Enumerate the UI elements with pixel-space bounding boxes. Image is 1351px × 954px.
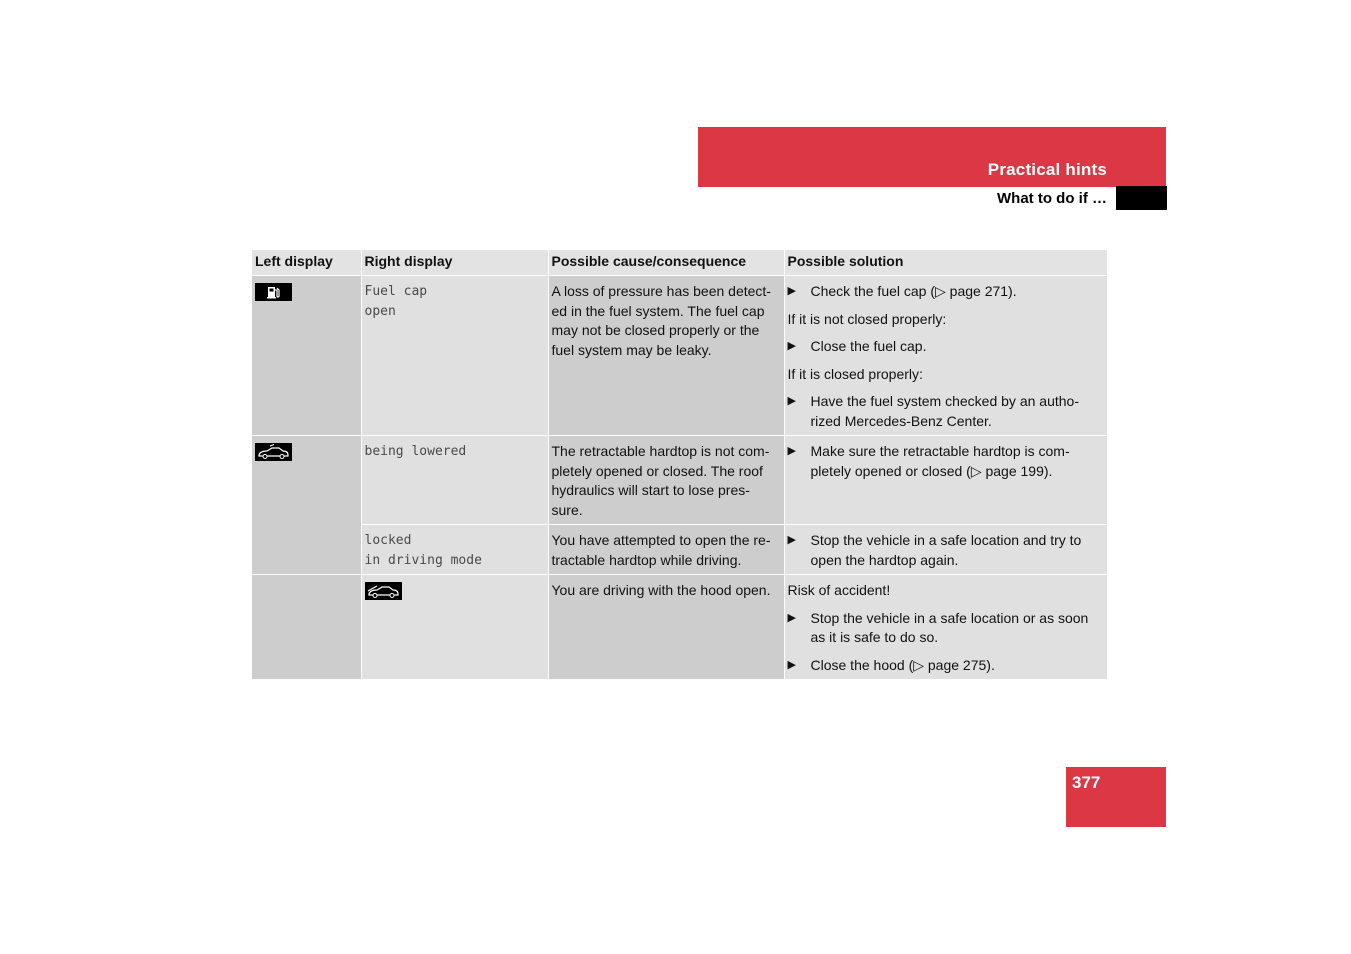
page-number-box xyxy=(1066,767,1166,827)
subsection-title: What to do if … xyxy=(997,190,1107,207)
bullet-arrow-icon: ▶ xyxy=(787,445,796,457)
bullet-arrow-icon: ▶ xyxy=(787,340,796,352)
solution-warning: Risk of accident! xyxy=(787,582,891,598)
column-header-solution: Possible solution xyxy=(784,250,1107,276)
display-message-line: being lowered xyxy=(364,444,467,459)
cause-cell: You are driving with the hood open. xyxy=(548,575,784,680)
bullet-arrow-icon: ▶ xyxy=(787,611,796,624)
solution-step-text: Have the fuel system checked by an autho-rized Mercedes-Benz Center. xyxy=(810,393,1079,429)
table-row xyxy=(252,525,1107,575)
section-header-band xyxy=(698,127,1166,187)
left-display-cell xyxy=(252,575,361,680)
cause-cell: A loss of pressure has been detect-ed in the fuel system. The fuel cap may not be closed properly or the fuel system may be leaky. xyxy=(548,276,784,436)
solution-note: If it is not closed properly: xyxy=(787,310,947,327)
bullet-arrow-icon: ▶ xyxy=(787,534,796,546)
solution-step-text: Close the hood (▷ page 275). xyxy=(810,656,995,673)
left-display-cell xyxy=(252,276,361,436)
solution-step xyxy=(788,656,1105,676)
solution-cell xyxy=(784,276,1107,436)
solution-step-text: Make sure the retractable hardtop is com-pletely opened or closed (▷ page 199). xyxy=(810,443,1070,479)
table-header-row xyxy=(252,250,1107,276)
bullet-arrow-icon: ▶ xyxy=(787,285,796,297)
column-header-right-display: Right display xyxy=(361,250,548,276)
display-message-line: in driving mode xyxy=(364,552,482,568)
table-row xyxy=(252,276,1107,436)
solution-cell xyxy=(784,436,1107,525)
cause-cell: You have attempted to open the re-tractable hardtop while driving. xyxy=(548,525,784,575)
display-message-line: open xyxy=(364,303,396,319)
solution-step-text: Check the fuel cap (▷ page 271). xyxy=(810,283,1017,299)
cause-cell: The retractable hardtop is not com-pletely opened or closed. The roof hydraulics will start to lose pres-sure. xyxy=(548,436,784,525)
table-row xyxy=(252,575,1107,680)
page-number: 377 xyxy=(1072,773,1101,792)
solution-step-text: Stop the vehicle in a safe location and try to open the hardtop again. xyxy=(810,532,1082,568)
right-display-cell xyxy=(361,276,548,436)
left-display-cell xyxy=(252,436,361,575)
hood-open-icon xyxy=(365,582,402,600)
solution-note: If it is closed properly: xyxy=(787,365,923,382)
table-row xyxy=(252,436,1107,525)
solution-cell xyxy=(784,525,1107,575)
display-message-line: locked xyxy=(364,533,412,548)
right-display-cell xyxy=(361,575,548,680)
bullet-arrow-icon: ▶ xyxy=(787,658,796,671)
convertible-roof-icon xyxy=(255,443,292,461)
solution-cell xyxy=(784,575,1107,680)
solution-step xyxy=(788,442,1105,481)
right-display-cell xyxy=(361,525,548,575)
column-header-cause: Possible cause/consequence xyxy=(548,250,784,276)
display-message-line: Fuel cap xyxy=(364,284,428,299)
bullet-arrow-icon: ▶ xyxy=(787,395,796,407)
section-tab-marker xyxy=(1116,186,1167,210)
fuel-pump-icon xyxy=(255,283,292,301)
solution-step-text: Close the fuel cap. xyxy=(810,338,927,354)
solution-step xyxy=(788,609,1105,648)
right-display-cell xyxy=(361,436,548,525)
solution-step xyxy=(788,531,1105,570)
solution-step xyxy=(788,337,1105,357)
solution-step xyxy=(788,282,1105,302)
section-title: Practical hints xyxy=(987,160,1107,179)
solution-step xyxy=(788,392,1105,431)
hints-table xyxy=(252,250,1108,680)
solution-step-text: Stop the vehicle in a safe location or as soon as it is safe to do so. xyxy=(810,609,1089,645)
column-header-left-display: Left display xyxy=(252,250,361,276)
